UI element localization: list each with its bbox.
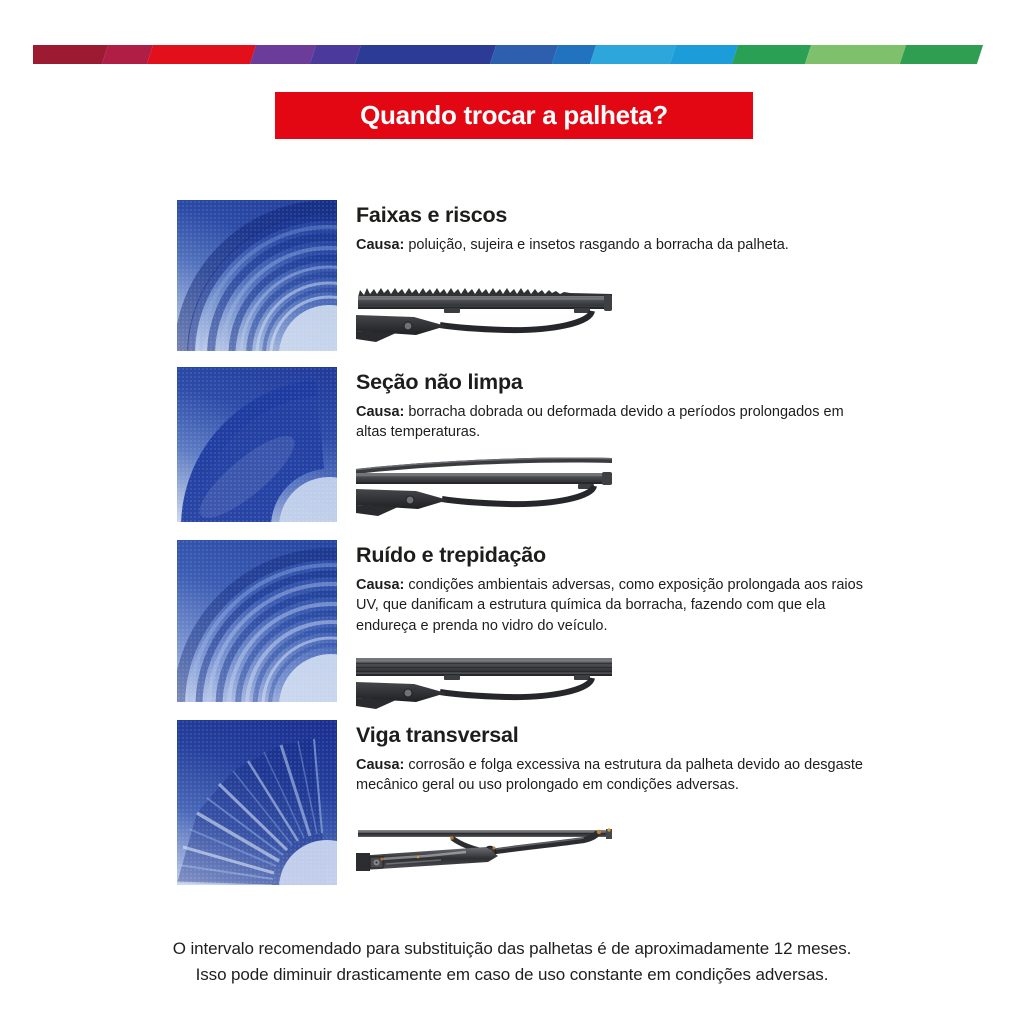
cause-text: borracha dobrada ou deformada devido a períodos prolongados em altas temperaturas. xyxy=(356,404,844,441)
footer-line-2: Isso pode diminuir drasticamente em caso de uso constante em condições adversas. xyxy=(195,964,829,984)
cause-text: condições ambientais adversas, como exposição prolongada aos raios UV, que danificam a estrutura química da borracha, fazendo com que ela endureça e prenda no vidro do veículo. xyxy=(356,577,863,634)
section-title: Viga transversal xyxy=(356,723,519,747)
color-segment xyxy=(670,45,738,64)
color-segment xyxy=(732,45,811,64)
cause-label: Causa: xyxy=(356,577,405,593)
section-cause xyxy=(356,755,870,796)
wiper-blade-bent-rubber-photo xyxy=(356,453,614,519)
section-secao-nao-limpa xyxy=(177,367,876,522)
cause-label: Causa: xyxy=(356,237,405,253)
windshield-unwiped-section-image xyxy=(177,367,337,522)
windshield-arc-streaks-image xyxy=(177,200,337,351)
section-cause xyxy=(356,402,870,443)
section-cause xyxy=(356,235,870,255)
section-cause xyxy=(356,575,870,636)
color-segment xyxy=(33,45,108,64)
color-segment xyxy=(900,45,983,64)
color-segment xyxy=(310,45,361,64)
windshield-radial-streaks-image xyxy=(177,720,337,885)
top-color-bar xyxy=(33,45,990,64)
color-segment xyxy=(355,45,496,64)
color-segment xyxy=(805,45,906,64)
section-ruido-e-trepidacao xyxy=(177,540,876,714)
color-segment xyxy=(250,45,316,64)
cause-label: Causa: xyxy=(356,404,405,420)
cause-label: Causa: xyxy=(356,757,405,773)
top-color-bar-inner xyxy=(33,45,990,64)
color-segment xyxy=(147,45,256,64)
section-viga-transversal xyxy=(177,720,876,886)
windshield-chatter-arcs-image xyxy=(177,540,337,702)
cause-text: corrosão e folga excessiva na estrutura da palheta devido ao desgaste mecânico geral ou uso prolongado em condições adversas. xyxy=(356,757,863,794)
footer-note xyxy=(0,936,1024,987)
section-title: Ruído e trepidação xyxy=(356,543,546,567)
color-segment xyxy=(102,45,153,64)
title-banner xyxy=(275,92,753,139)
color-segment xyxy=(590,45,676,64)
color-segment xyxy=(552,45,596,64)
cause-text: poluição, sujeira e insetos rasgando a borracha da palheta. xyxy=(408,237,789,253)
color-segment xyxy=(490,45,558,64)
page-title: Quando trocar a palheta? xyxy=(360,100,668,130)
section-title: Seção não limpa xyxy=(356,370,523,394)
wiper-blade-torn-rubber-photo xyxy=(356,281,614,347)
section-faixas-e-riscos xyxy=(177,200,876,351)
footer-line-1: O intervalo recomendado para substituição das palhetas é de aproximadamente 12 meses. xyxy=(172,939,852,958)
wiper-blade-corroded-frame-photo xyxy=(356,820,614,886)
wiper-blade-hardened-rubber-photo xyxy=(356,648,614,714)
section-title: Faixas e riscos xyxy=(356,203,508,227)
